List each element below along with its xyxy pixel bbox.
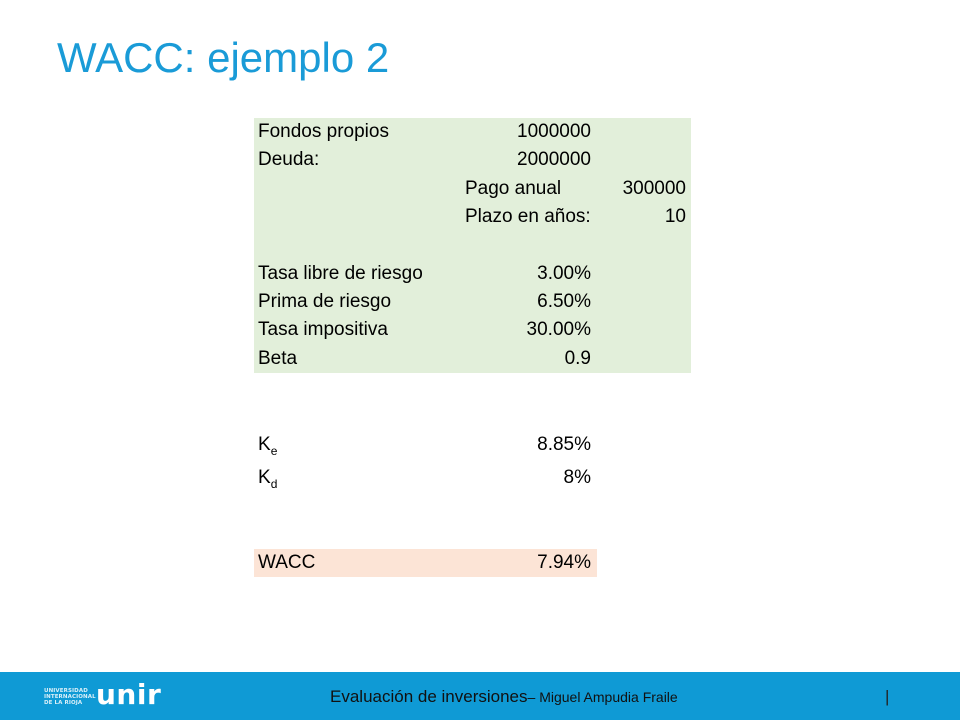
result-label xyxy=(258,464,277,493)
logo-line: DE LA RIOJA xyxy=(44,700,83,706)
inputs-table xyxy=(254,118,691,373)
logo-line: INTERNACIONAL xyxy=(44,694,96,700)
university-logo-text xyxy=(44,688,94,706)
input-label: Fondos propios xyxy=(258,121,389,142)
ke-symbol: K xyxy=(258,434,271,455)
result-row-wacc xyxy=(254,549,597,577)
input-row-prima-riesgo xyxy=(254,288,691,316)
input-label: Tasa libre de riesgo xyxy=(258,263,423,284)
logo-line: UNIVERSIDAD xyxy=(44,688,88,694)
input-value: 10 xyxy=(664,206,686,227)
kd-subscript: d xyxy=(270,477,278,491)
input-row-tasa-impositiva xyxy=(254,316,691,344)
slide-title: WACC: ejemplo 2 xyxy=(57,34,390,81)
result-value: 8% xyxy=(563,467,591,488)
input-row-deuda xyxy=(254,146,691,174)
input-label: Beta xyxy=(258,348,298,369)
input-value: 30.00% xyxy=(526,319,591,340)
footer-caption xyxy=(330,686,678,709)
input-label: Deuda: xyxy=(258,149,320,170)
input-label: Tasa impositiva xyxy=(258,319,388,340)
input-value: 0.9 xyxy=(564,348,591,369)
footer-bar xyxy=(0,672,960,720)
result-row-kd xyxy=(254,464,597,492)
input-row-fondos-propios xyxy=(254,118,691,146)
input-value: 3.00% xyxy=(537,263,591,284)
result-label xyxy=(258,431,277,460)
result-row-ke xyxy=(254,431,597,459)
unir-logo: unir xyxy=(96,678,162,711)
input-value: 300000 xyxy=(622,178,686,199)
kd-symbol: K xyxy=(258,467,271,488)
footer-separator: | xyxy=(885,687,890,706)
author-name: – Miguel Ampudia Fraile xyxy=(527,689,678,705)
input-row-beta xyxy=(254,345,691,373)
input-label: Plazo en años: xyxy=(465,206,591,227)
course-name: Evaluación de inversiones xyxy=(330,687,528,706)
input-label: Pago anual xyxy=(465,178,562,199)
input-row-blank xyxy=(254,231,691,259)
input-value: 2000000 xyxy=(517,149,591,170)
input-row-pago-anual xyxy=(254,175,691,203)
ke-subscript: e xyxy=(270,444,278,458)
input-value: 1000000 xyxy=(517,121,591,142)
input-label: Prima de riesgo xyxy=(258,291,392,312)
wacc-label: WACC xyxy=(258,552,316,573)
input-value: 6.50% xyxy=(537,291,591,312)
input-row-tasa-libre-riesgo xyxy=(254,260,691,288)
input-row-plazo xyxy=(254,203,691,231)
result-value: 8.85% xyxy=(537,434,591,455)
wacc-value: 7.94% xyxy=(537,552,591,573)
